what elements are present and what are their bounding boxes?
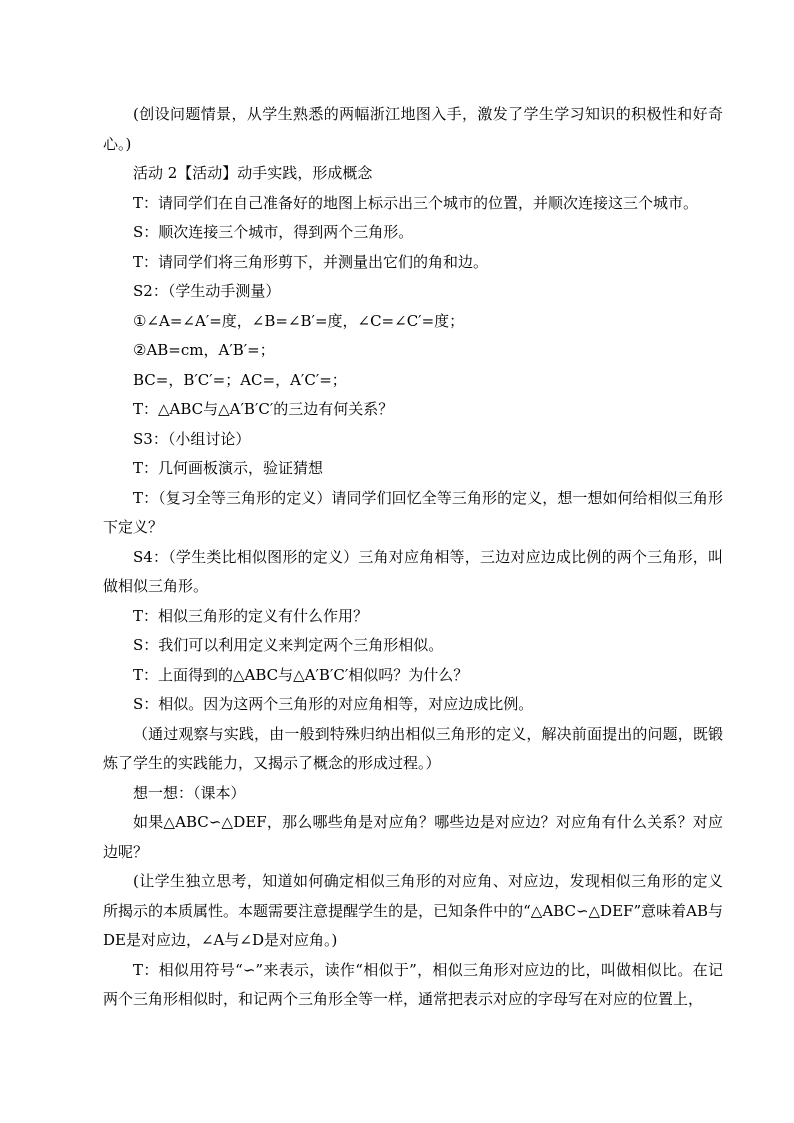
paragraph-side-bc-ac: BC=，B′C′=；AC=，A′C′=； [133,370,347,389]
paragraph-student-judge-similar: S：我们可以利用定义来判定两个三角形相似。 [133,636,444,654]
paragraph-activity-2-heading: 活动 2【活动】动手实践，形成概念 [133,164,373,182]
paragraph-think-question: 如果△ABC∽△DEF，那么哪些角是对应角？哪些边是对应边？对应角有什么关系？对应边呢？ [103,813,723,861]
paragraph-independent-thinking-note: (让学生独立思考，知道如何确定相似三角形的对应角、对应边，发现相似三角形的定义所揭示的本质属性。本题需要注意提醒学生的是，已知条件中的“△ABC∽△DEF”意味着AB与DE是对应边，∠A与∠D是对应角。) [103,872,723,949]
paragraph-student-similar-reason: S：相似。因为这两个三角形的对应角相等，对应边成比例。 [133,695,534,713]
paragraph-s2-measure: S2：（学生动手测量） [133,282,281,300]
paragraph-s3-discussion: S3：（小组讨论） [133,429,251,448]
paragraph-teacher-side-relation: T：△ABC与△A′B′C′的三边有何关系？ [133,400,394,418]
paragraph-teacher-mark-cities: T：请同学们在自己准备好的地图上标示出三个城市的位置，并顺次连接这三个城市。 [133,193,699,212]
paragraph-teacher-definition-use: T：相似三角形的定义有什么作用？ [133,606,369,625]
paragraph-teacher-similarity-symbol: T：相似用符号“∽”来表示，读作“相似于”，相似三角形对应边的比，叫做相似比。在记两个三角形相似时，和记两个三角形全等一样，通常把表示对应的字母写在对应的位置上， [103,960,723,1008]
paragraph-teacher-define-similar: T：（复习全等三角形的定义）请同学们回忆全等三角形的定义，想一想如何给相似三角形下定义？ [103,488,723,536]
paragraph-student-connect-cities: S：顺次连接三个城市，得到两个三角形。 [133,223,414,241]
paragraph-intro-note: (创设问题情景，从学生熟悉的两幅浙江地图入手，激发了学生学习知识的积极性和好奇心。) [103,105,723,153]
paragraph-side-ab: ②AB=cm，A′B′=； [133,341,275,359]
paragraph-teacher-are-similar: T：上面得到的△ABC与△A′B′C′相似吗？为什么？ [133,665,469,684]
paragraph-angle-measurements: ①∠A=∠A′=度，∠B=∠B′=度，∠C=∠C′=度； [133,311,465,330]
document-body [103,100,723,1015]
paragraph-observation-note: （通过观察与实践，由一般到特殊归纳出相似三角形的定义，解决前面提出的问题，既锻炼了学生的实践能力，又揭示了概念的形成过程。） [103,724,723,772]
paragraph-teacher-cut-measure: T：请同学们将三角形剪下，并测量出它们的角和边。 [133,252,489,271]
paragraph-s4-definition: S4：（学生类比相似图形的定义）三角对应角相等，三边对应边成比例的两个三角形，叫做相似三角形。 [103,547,723,595]
paragraph-teacher-geometry-demo: T：几何画板演示，验证猜想 [133,459,324,477]
paragraph-think-heading: 想一想：（课本） [133,783,246,802]
